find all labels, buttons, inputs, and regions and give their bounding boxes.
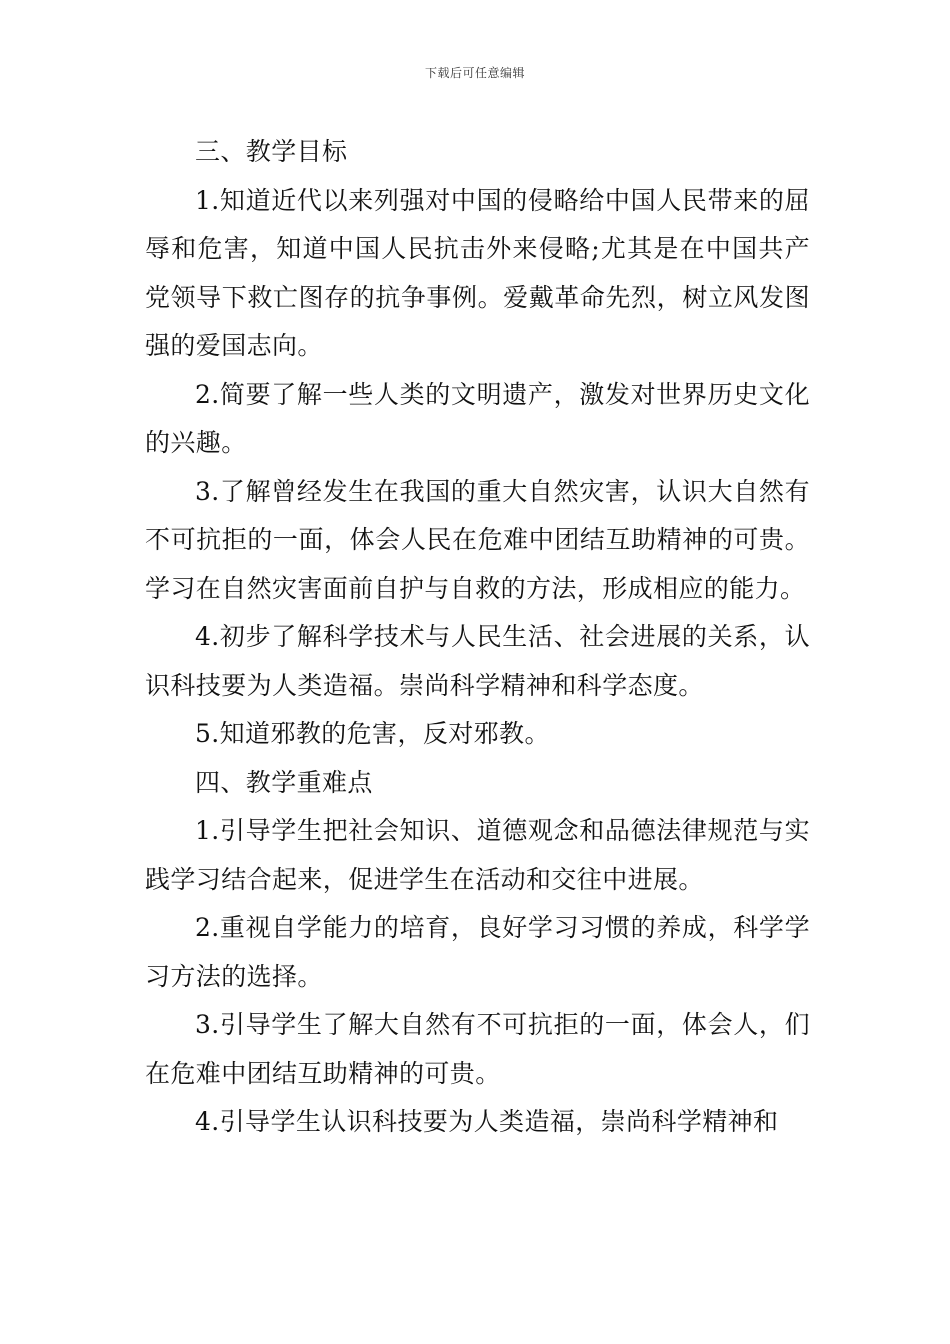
objective-item-4: 4.初步了解科学技术与人民生活、社会进展的关系，认识科技要为人类造福。崇尚科学精神和科学态度。	[145, 622, 810, 700]
objective-item-1: 1.知道近代以来列强对中国的侵略给中国人民带来的屈辱和危害，知道中国人民抗击外来侵略;尤其是在中国共产党领导下救亡图存的抗争事例。爱戴革命先烈，树立风发图强的爱国志向。	[145, 185, 810, 360]
objective-item-2: 2.简要了解一些人类的文明遗产，激发对世界历史文化的兴趣。	[145, 379, 810, 457]
key-point-item-2: 2.重视自学能力的培育，良好学习习惯的养成，科学学习方法的选择。	[145, 913, 810, 991]
key-point-item-4: 4.引导学生认识科技要为人类造福，崇尚科学精神和	[195, 1107, 779, 1136]
section-heading-objectives: 三、教学目标	[195, 137, 348, 166]
key-point-item-1: 1.引导学生把社会知识、道德观念和品德法律规范与实践学习结合起来，促进学生在活动和交往中进展。	[145, 816, 810, 894]
objective-item-3: 3.了解曾经发生在我国的重大自然灾害，认识大自然有不可抗拒的一面，体会人民在危难中团结互助精神的可贵。学习在自然灾害面前自护与自救的方法，形成相应的能力。	[145, 476, 810, 603]
page-header: 下载后可任意编辑	[424, 66, 525, 80]
key-point-item-3: 3.引导学生了解大自然有不可抗拒的一面，体会人，们在危难中团结互助精神的可贵。	[145, 1010, 810, 1088]
document-body	[145, 128, 810, 1147]
objective-item-5: 5.知道邪教的危害，反对邪教。	[195, 719, 550, 748]
section-heading-key-points: 四、教学重难点	[195, 767, 373, 797]
